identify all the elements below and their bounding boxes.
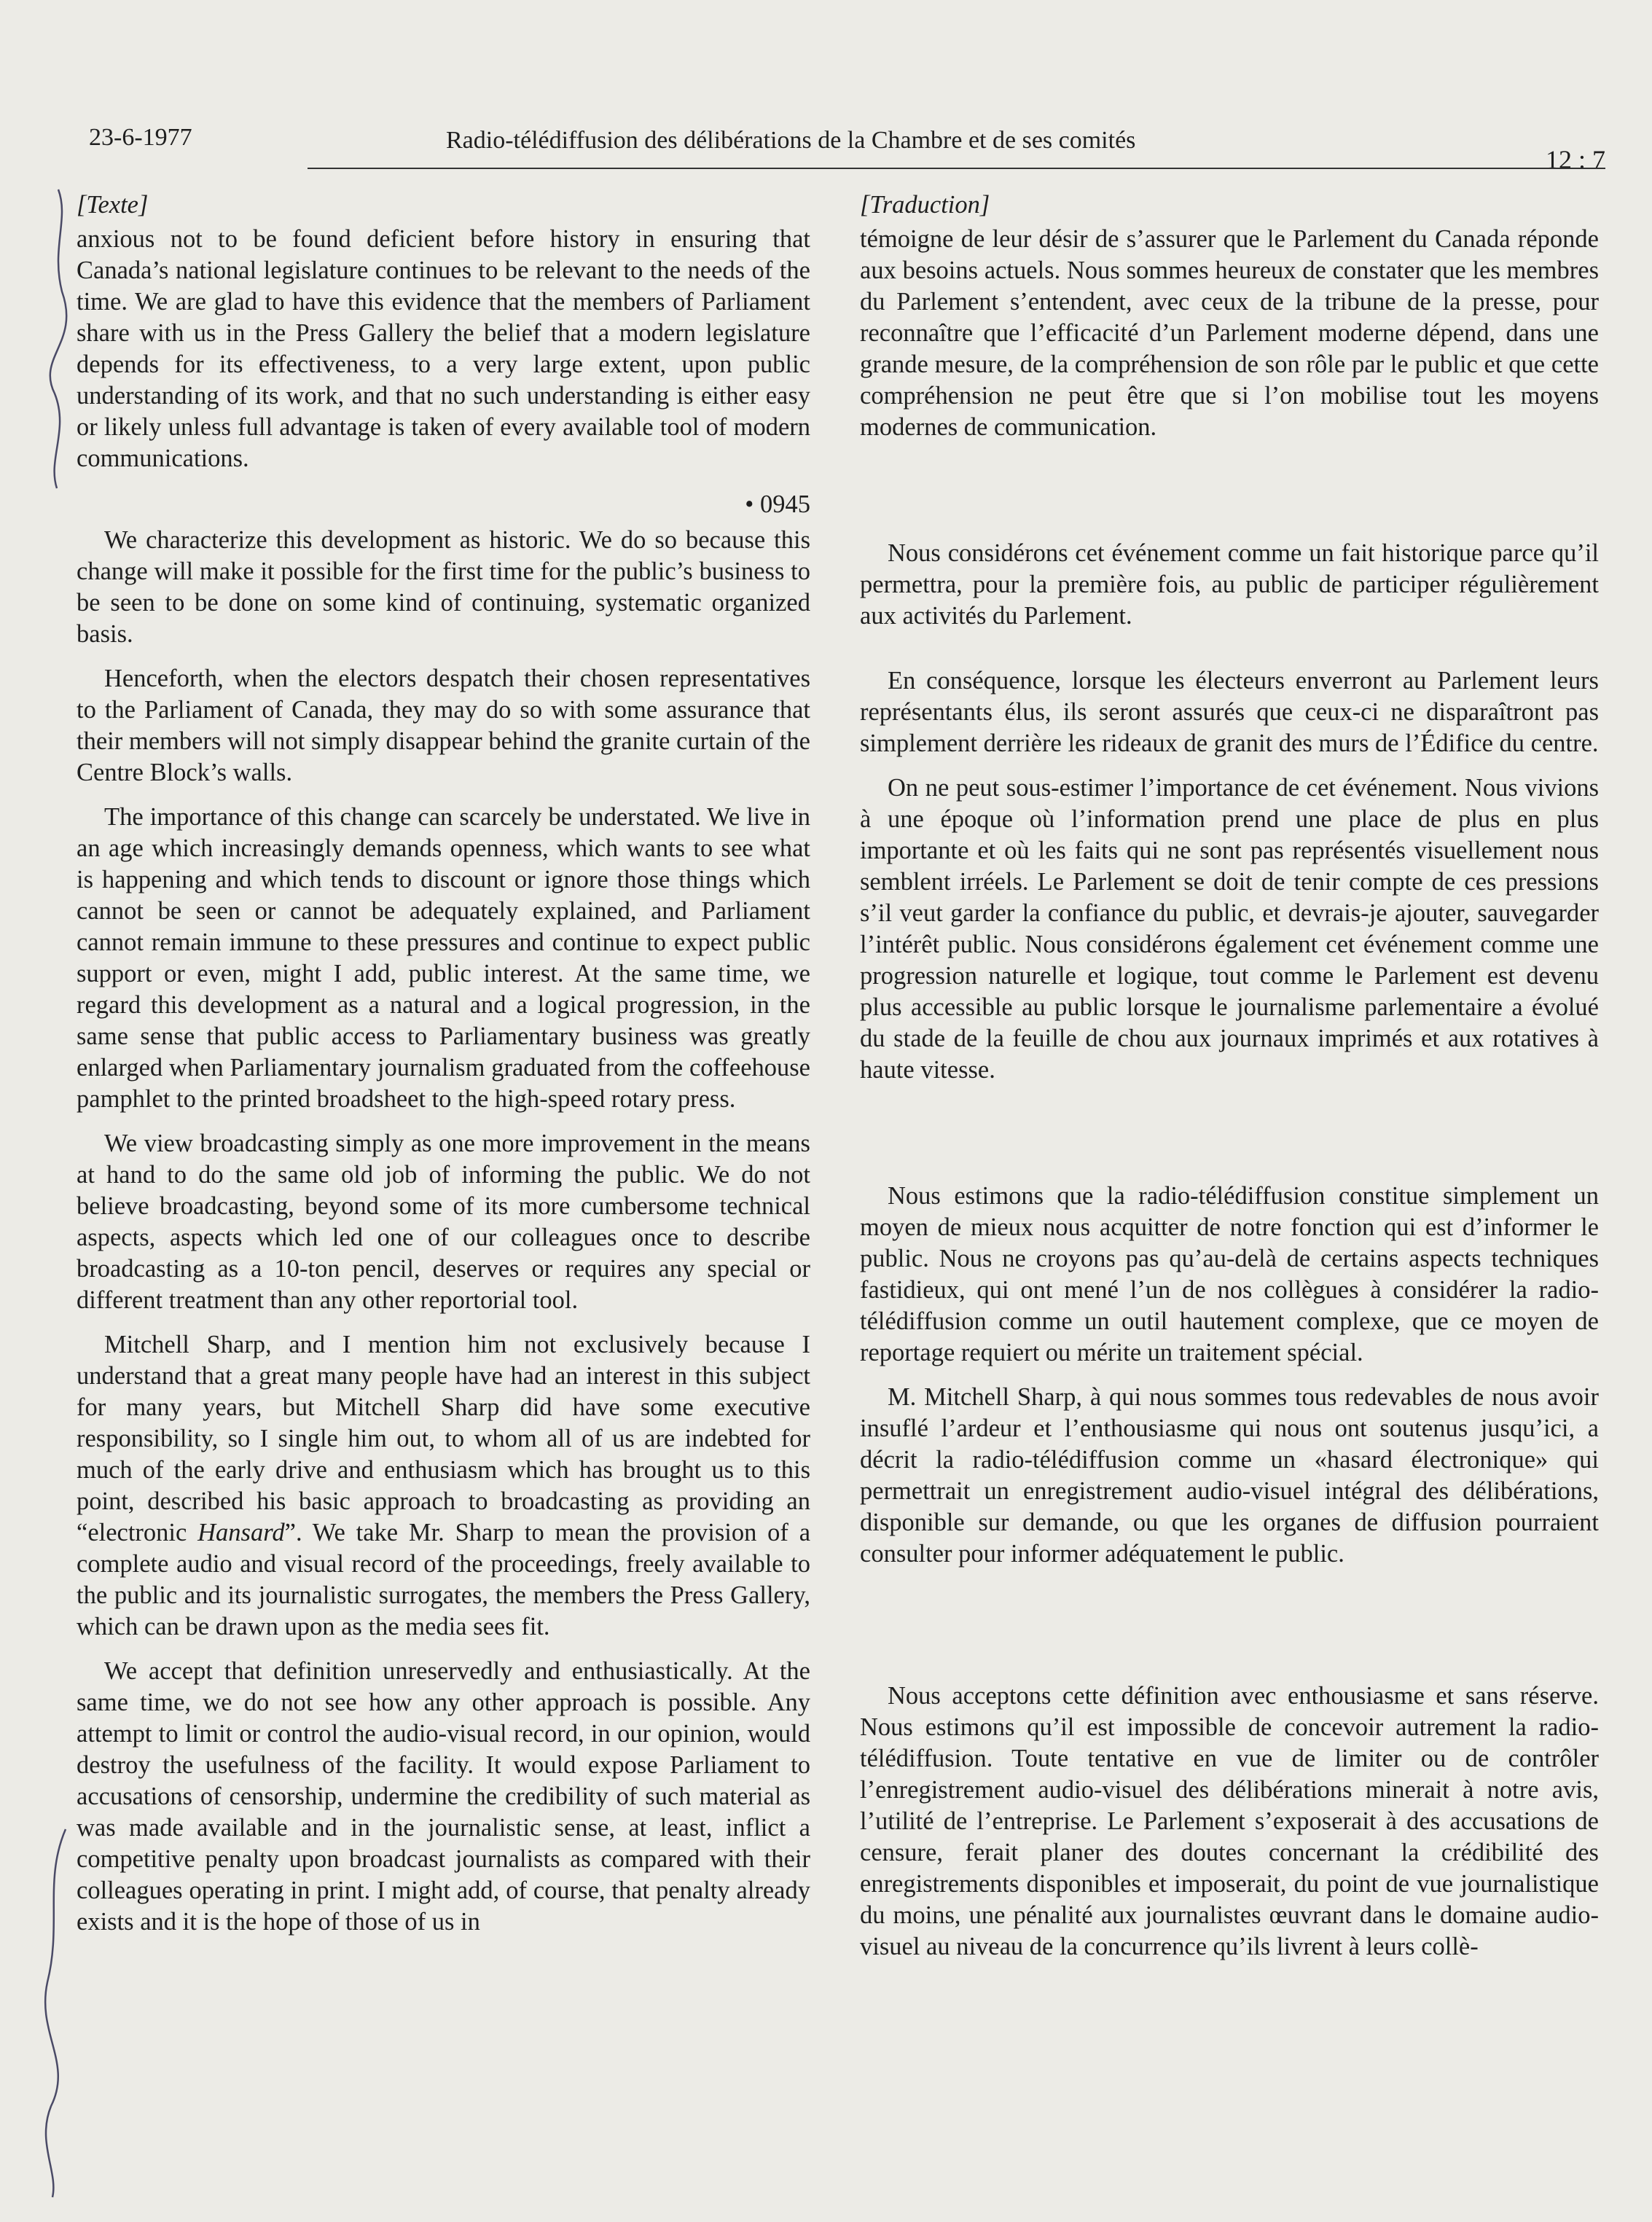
en-paragraph-7: We accept that definition unreservedly and enthusiastically. At the same time, we do not see how any other approach is possible. Any attempt to limit or control the audio-visual record, in our opinion, would destroy the usefulness of the facility. It would expose Parliament to accusations of censorship, undermine the credibility of such material as was made available and in the journalistic sense, at least, inflict a competitive penalty upon broadcast journalists as compared with their colleagues operating in print. I might add, of course, that penalty already exists and it is the hope of those of us in — [77, 1657, 810, 1936]
column-label-texte: [Texte] — [77, 191, 149, 219]
en-paragraph-2: We characterize this development as historic. We do so because this change will make it possible for the first time for the public’s business to be seen to be done on some kind of continuing, systematic organized basis. — [77, 526, 810, 648]
header-date: 23-6-1977 — [89, 124, 192, 151]
en-paragraph-3: Henceforth, when the electors despatch their chosen representatives to the Parliament of Canada, they may do so with some assurance that their members will not simply disappear behind the granite curtain of the Centre Block’s walls. — [77, 665, 810, 786]
fr-paragraph-3: En conséquence, lorsque les électeurs enverront au Parlement leurs représentants élus, ils seront assurés que ceux-ci ne disparaîtront pas simplement derrière les rideaux de granit des murs de l’Édifice du centre. — [860, 667, 1599, 757]
header-rule — [308, 168, 1605, 169]
fr-paragraph-2: Nous considérons cet événement comme un fait historique parce qu’il permettra, pour la première fois, au public de participer régulièrement aux activités du Parlement. — [860, 539, 1599, 630]
en-paragraph-6-b: ”. We take Mr. Sharp to mean the provision of a complete audio and visual record of the proceedings, freely available to the public and its journalistic surrogates, the members the Press Gallery, which can be drawn upon as the media sees fit. — [77, 1519, 811, 1640]
en-paragraph-5: We view broadcasting simply as one more improvement in the means at hand to do the same old job of informing the public. We do not believe broadcasting, beyond some of its more cumbersome technical aspects, aspects which led one of our colleagues once to describe broadcasting as a 10-ton pencil, deserves or requires any special or different treatment than any other reportorial tool. — [77, 1130, 810, 1314]
time-marker: • 0945 — [745, 490, 810, 518]
page-header — [89, 124, 1605, 175]
fr-paragraph-4: On ne peut sous-estimer l’importance de cet événement. Nous vivions à une époque où l’information prend une place de plus en plus importante et où les faits qui ne sont pas représentés visuellement nous semblent irréels. Le Parlement se doit de tenir compte de ces pressions s’il veut garder la confiance du public, et devrais-je ajouter, sauvegarder l’intérêt public. Nous considérons également cet événement comme une progression naturelle et logique, tout comme le Parlement est devenu plus accessible au public lorsque le journalisme parlementaire a évolué du stade de la feuille de chou aux journaux imprimés et aux rotatives à haute vitesse. — [860, 774, 1599, 1084]
column-label-traduction: [Traduction] — [860, 191, 990, 219]
en-paragraph-6 — [77, 1329, 810, 1643]
english-text-column — [77, 189, 810, 1938]
fr-paragraph-5: Nous estimons que la radio-télédiffusion constitue simplement un moyen de mieux nous acquitter de notre fonction qui est d’informer le public. Nous ne croyons pas qu’au-delà de certains aspects techniques fastidieux, qui ont mené l’un de nos collègues à considérer la radio-télédiffusion comme un outil hautement complexe, que ce moyen de reportage requiert ou mérite un traitement spécial. — [860, 1182, 1599, 1366]
fr-paragraph-1: témoigne de leur désir de s’assurer que le Parlement du Canada réponde aux besoins actuels. Nous sommes heureux de constater que les membres du Parlement s’entendent, avec ceux de la tribune de la presse, pour reconnaître que l’efficacité d’un Parlement moderne dépend, dans une grande mesure, de la compréhension de son rôle par le public et que cette compréhension ne peut être que si l’on mobilise tout les moyens modernes de communication. — [860, 225, 1599, 441]
fr-paragraph-7: Nous acceptons cette définition avec enthousiasme et sans réserve. Nous estimons qu’il est impossible de concevoir autrement la radio-télédiffusion. Toute tentative en vue de limiter ou de contrôler l’enregistrement audio-visuel des délibérations minerait à notre avis, l’utilité de l’entreprise. Le Parlement s’exposerait à des accusations de censure, ferait planer des doutes concernant la crédibilité des enregistrements disponibles et imposerait, du point de vue journalistique du moins, une pénalité aux journalistes œuvrant dans le domaine audio-visuel au niveau de la concurrence qu’ils livrent à leurs collè- — [860, 1682, 1599, 1960]
margin-bracket-mark-bottom — [22, 1822, 80, 2201]
en-paragraph-4: The importance of this change can scarcely be understated. We live in an age which increasingly demands openness, which wants to see what is happening and which tends to discount or ignore those things which cannot be seen or cannot be adequately explained, and Parliament cannot remain immune to these pressures and continue to expect public support or even, might I add, public interest. At the same time, we regard this development as a natural and a logical progression, in the same sense that public access to Parliamentary business was greatly enlarged when Parliamentary journalism graduated from the coffeehouse pamphlet to the printed broadsheet to the high-speed rotary press. — [77, 803, 810, 1113]
en-paragraph-1: anxious not to be found deficient before history in ensuring that Canada’s national legislature continues to be relevant to the needs of the time. We are glad to have this evidence that the members of Parliament share with us in the Press Gallery the belief that a modern legislature depends for its effectiveness, to a very large extent, upon public understanding of its work, and that no such understanding is either easy or likely unless full advantage is taken of every available tool of modern communications. — [77, 225, 810, 472]
header-title: Radio-télédiffusion des délibérations de la Chambre et de ses comités — [446, 127, 1136, 154]
header-page-number: 12 : 7 — [1545, 145, 1605, 174]
en-paragraph-6-a: Mitchell Sharp, and I mention him not exclusively because I understand that a great many people have had an interest in this subject for many years, but Mitchell Sharp did have some executive responsibility, so I single him out, to whom all of us are indebted for much of the early drive and enthusiasm which has brought us to this point, described his basic approach to broadcasting as providing an “electronic — [77, 1331, 810, 1546]
french-text-column — [860, 189, 1599, 1963]
fr-paragraph-6: M. Mitchell Sharp, à qui nous sommes tous redevables de nous avoir insuflé l’ardeur et l’enthousiasme qui nous ont soutenus jusqu’ici, a décrit la radio-télédiffusion comme un «hasard électronique» qui permettrait un enregistrement audio-visuel intégral des délibérations, disponible sur demande, ou que les organes de diffusion pourraient consulter pour informer adéquatement le public. — [860, 1383, 1599, 1568]
hansard-italic: Hansard — [197, 1519, 285, 1546]
